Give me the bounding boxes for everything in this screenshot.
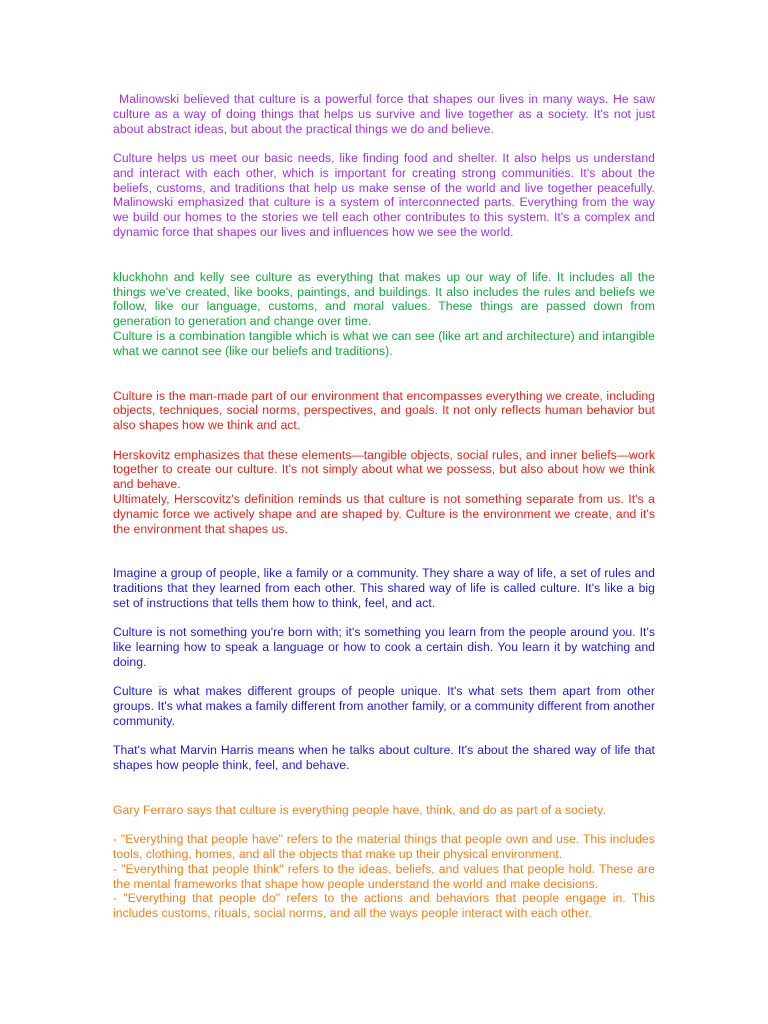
malinowski-section [113,92,655,240]
section-gap [113,773,655,803]
herskovitz-paragraph-2: Herskovitz emphasizes that these elements—tangible objects, social rules, and inner beliefs—work together to create our culture. It's not simply about what we possess, but also about how we think and behave. [113,447,655,492]
paragraph-gap [113,136,655,151]
ferraro-paragraph-2: - "Everything that people have" refers to the material things that people own and use. This includes tools, clothing, homes, and all the objects that make up their physical environment. [113,832,655,862]
kluckhohn-section [113,270,655,359]
herskovitz-paragraph-1: Culture is the man-made part of our environment that encompasses everything we create, including objects, techniques, social norms, perspectives, and goals. It not only reflects human behavior but also shapes how we think and act. [113,388,655,433]
harris-paragraph-2: Culture is not something you're born with; it's something you learn from the people around you. It's like learning how to speak a language or how to cook a certain dish. You learn it by watching and doing. [113,625,655,669]
paragraph-gap [113,433,655,448]
paragraph-gap [113,611,655,626]
paragraph-gap [113,729,655,744]
ferraro-paragraph-1: Gary Ferraro says that culture is everything people have, think, and do as part of a society. [113,802,606,817]
harris-paragraph-1: Imagine a group of people, like a family or a community. They share a way of life, a set of rules and traditions that they learned from each other. This shared way of life is called culture. It's like a big set of instructions that tells them how to think, feel, and act. [113,566,655,610]
section-gap [113,240,655,270]
harris-paragraph-4: That's what Marvin Harris means when he talks about culture. It's about the shared way of life that shapes how people think, feel, and behave. [113,743,655,773]
paragraph-gap [113,818,655,833]
harris-paragraph-3: Culture is what makes different groups of people unique. It's what sets them apart from other groups. It's what makes a family different from another family, or a community different from another community. [113,684,655,728]
herskovitz-paragraph-3: Ultimately, Herscovitz's definition reminds us that culture is not something separate from us. It's a dynamic force we actively shape and are shaped by. Culture is the environment we create, and it's the environment that shapes us. [113,491,655,536]
section-gap [113,536,655,566]
harris-section [113,566,655,773]
section-gap [113,359,655,389]
ferraro-paragraph-4: - "Everything that people do" refers to the actions and behaviors that people engage in. This includes customs, rituals, social norms, and all the ways people interact with each other. [113,891,655,921]
malinowski-paragraph-2: Culture helps us meet our basic needs, like finding food and shelter. It also helps us understand and interact with each other, which is important for creating strong communities. It's about the beliefs, customs, and traditions that help us make sense of the world and live together peacefully. Malinowski emphasized that culture is a system of interconnected parts. Everything from the way we build our homes to the stories we tell each other contributes to this system. It's a complex and dynamic force that shapes our lives and influences how we see the world. [113,150,655,239]
kluckhohn-paragraph-1: kluckhohn and kelly see culture as everything that makes up our way of life. It includes all the things we've created, like books, paintings, and buildings. It also includes the rules and beliefs we follow, like our language, customs, and moral values. These things are passed down from generation to generation and change over time. [113,269,655,329]
ferraro-section [113,803,655,921]
malinowski-paragraph-1: Malinowski believed that culture is a powerful force that shapes our lives in many ways. He saw culture as a way of doing things that helps us survive and live together as a society. It's not just about abstract ideas, but about the practical things we do and believe. [113,92,655,136]
paragraph-gap [113,670,655,685]
kluckhohn-paragraph-2: Culture is a combination tangible which is what we can see (like art and architecture) and intangible what we cannot see (like our beliefs and traditions). [113,328,655,358]
ferraro-paragraph-3: - "Everything that people think" refers to the ideas, beliefs, and values that people hold. These are the mental frameworks that shape how people understand the world and make decisions. [113,861,655,891]
herskovitz-section [113,389,655,537]
